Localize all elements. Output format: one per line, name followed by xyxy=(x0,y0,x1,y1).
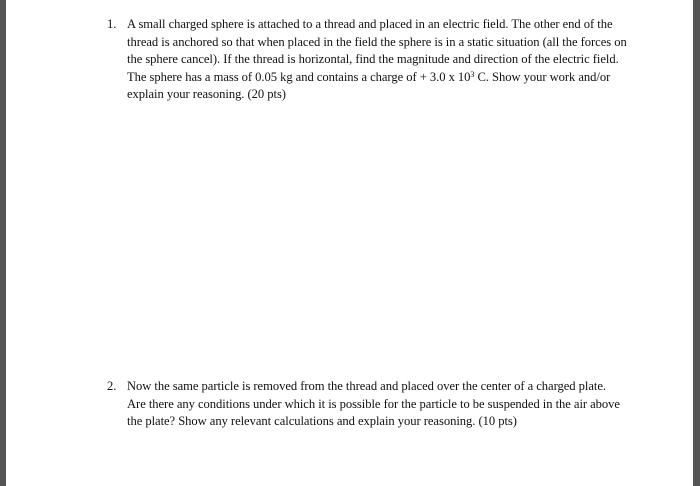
question-text xyxy=(127,16,627,104)
question-number: 2. xyxy=(107,379,117,393)
question-text-tail: C. Show your work and/or explain your reasoning. (20 pts) xyxy=(127,69,611,102)
question-text: Now the same particle is removed from the thread and placed over the center of a charged plate. Are there any conditions under which it is possible for the particle to be suspended in the air above the plate? Show any relevant calculations and explain your reasoning. (10 pts) xyxy=(127,379,620,429)
right-edge-strip xyxy=(693,0,700,486)
question-number: 1. xyxy=(107,17,117,31)
question-2 xyxy=(107,378,627,431)
question-text-main: A small charged sphere is attached to a thread and placed in an electric field. The other end of the thread is anchored so that when placed in the field the sphere is in a static situation (all the forces on the sphere cancel). If the thread is horizontal, find the magnitude and direction of the electric field. The sphere has a mass of 0.05 kg and contains a charge of + 3.0 x 10 xyxy=(127,17,627,84)
question-1 xyxy=(107,16,627,104)
charge-exponent: 3 xyxy=(470,69,475,79)
left-edge-strip xyxy=(0,0,6,486)
